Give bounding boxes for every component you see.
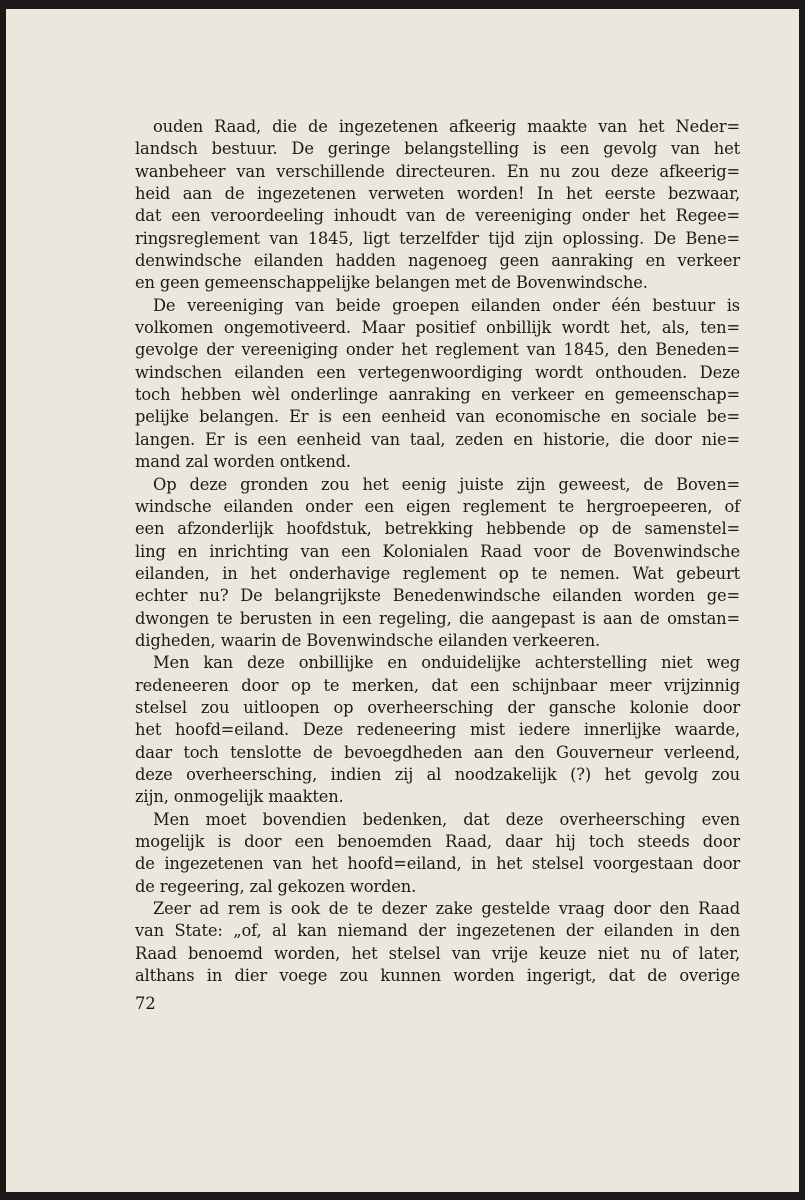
text-line: windsche eilanden onder een eigen reglement te hergroepeeren, of <box>135 496 740 516</box>
text-line: ling en inrichting van een Kolonialen Raad voor de Bovenwindsche <box>135 541 740 561</box>
text-line: ringsreglement van 1845, ligt terzelfder tijd zijn oplossing. De Bene= <box>135 228 740 248</box>
text-line: Op deze gronden zou het eenig juiste zijn geweest, de Boven= <box>153 474 740 494</box>
text-line: de regeering, zal gekozen worden. <box>135 876 417 896</box>
text-line: van State: „of, al kan niemand der ingezetenen der eilanden in den <box>135 921 740 941</box>
text-line: stelsel zou uitloopen op overheersching der gansche kolonie door <box>135 697 740 717</box>
text-line: Men moet bovendien bedenken, dat deze overheersching even <box>153 809 740 829</box>
text-line: het hoofd=eiland. Deze redeneering mist iedere innerlijke waarde, <box>135 720 740 740</box>
text-line: windschen eilanden een vertegenwoordiging wordt onthouden. Deze <box>135 362 740 382</box>
text-line: heid aan de ingezetenen verweten worden! In het eerste bezwaar, <box>135 184 740 204</box>
text-line: redeneeren door op te merken, dat een schijnbaar meer vrijzinnig <box>135 675 740 695</box>
paragraph <box>135 898 740 987</box>
paragraph <box>135 652 740 808</box>
paragraph <box>135 809 740 898</box>
text-line: digheden, waarin de Bovenwindsche eilanden verkeeren. <box>135 630 601 650</box>
text-line: volkomen ongemotiveerd. Maar positief onbillijk wordt het, als, ten= <box>135 318 740 338</box>
text-line: dwongen te berusten in een regeling, die aangepast is aan de omstan= <box>135 608 740 628</box>
body-text <box>135 116 740 987</box>
paragraph <box>135 295 740 474</box>
text-line: De vereeniging van beide groepen eilanden onder één bestuur is <box>153 295 740 315</box>
text-line: mand zal worden ontkend. <box>135 452 351 472</box>
text-line: gevolge der vereeniging onder het reglement van 1845, den Beneden= <box>135 340 740 360</box>
book-page <box>6 9 799 1192</box>
text-line: en geen gemeenschappelijke belangen met de Bovenwindsche. <box>135 273 648 293</box>
text-line: landsch bestuur. De geringe belangstelling is een gevolg van het <box>135 139 740 159</box>
paragraph <box>135 474 740 653</box>
text-line: mogelijk is door een benoemden Raad, daar hij toch steeds door <box>135 832 740 851</box>
text-line: denwindsche eilanden hadden nagenoeg geen aanraking en verkeer <box>135 251 740 271</box>
paragraph <box>135 116 740 295</box>
text-line: Zeer ad rem is ook de te dezer zake gestelde vraag door den Raad <box>153 899 740 919</box>
text-line: Men kan deze onbillijke en onduidelijke achterstelling niet weg <box>153 653 740 673</box>
text-line: eilanden, in het onderhavige reglement op te nemen. Wat gebeurt <box>135 563 740 583</box>
text-line: ouden Raad, die de ingezetenen afkeerig maakte van het Neder= <box>153 117 740 136</box>
text-line: zijn, onmogelijk maakten. <box>135 787 344 807</box>
text-line: echter nu? De belangrijkste Benedenwindsche eilanden worden ge= <box>135 586 740 606</box>
text-line: toch hebben wèl onderlinge aanraking en verkeer en gemeenschap= <box>135 385 740 405</box>
text-line: daar toch tenslotte de bevoegdheden aan den Gouverneur verleend, <box>135 742 740 762</box>
text-line: wanbeheer van verschillende directeuren. En nu zou deze afkeerig= <box>135 161 740 181</box>
page-number: 72 <box>135 994 156 1013</box>
text-line: dat een veroordeeling inhoudt van de vereeniging onder het Regee= <box>135 206 740 226</box>
text-line: deze overheersching, indien zij al noodzakelijk (?) het gevolg zou <box>135 764 740 784</box>
text-line: langen. Er is een eenheid van taal, zeden en historie, die door nie= <box>135 429 740 449</box>
text-line: pelijke belangen. Er is een eenheid van economische en sociale be= <box>135 407 740 427</box>
text-line: althans in dier voege zou kunnen worden ingerigt, dat de overige <box>135 966 740 986</box>
text-line: de ingezetenen van het hoofd=eiland, in het stelsel voorgestaan door <box>135 854 740 874</box>
text-line: Raad benoemd worden, het stelsel van vrije keuze niet nu of later, <box>135 943 740 963</box>
text-line: een afzonderlijk hoofdstuk, betrekking hebbende op de samenstel= <box>135 519 740 539</box>
